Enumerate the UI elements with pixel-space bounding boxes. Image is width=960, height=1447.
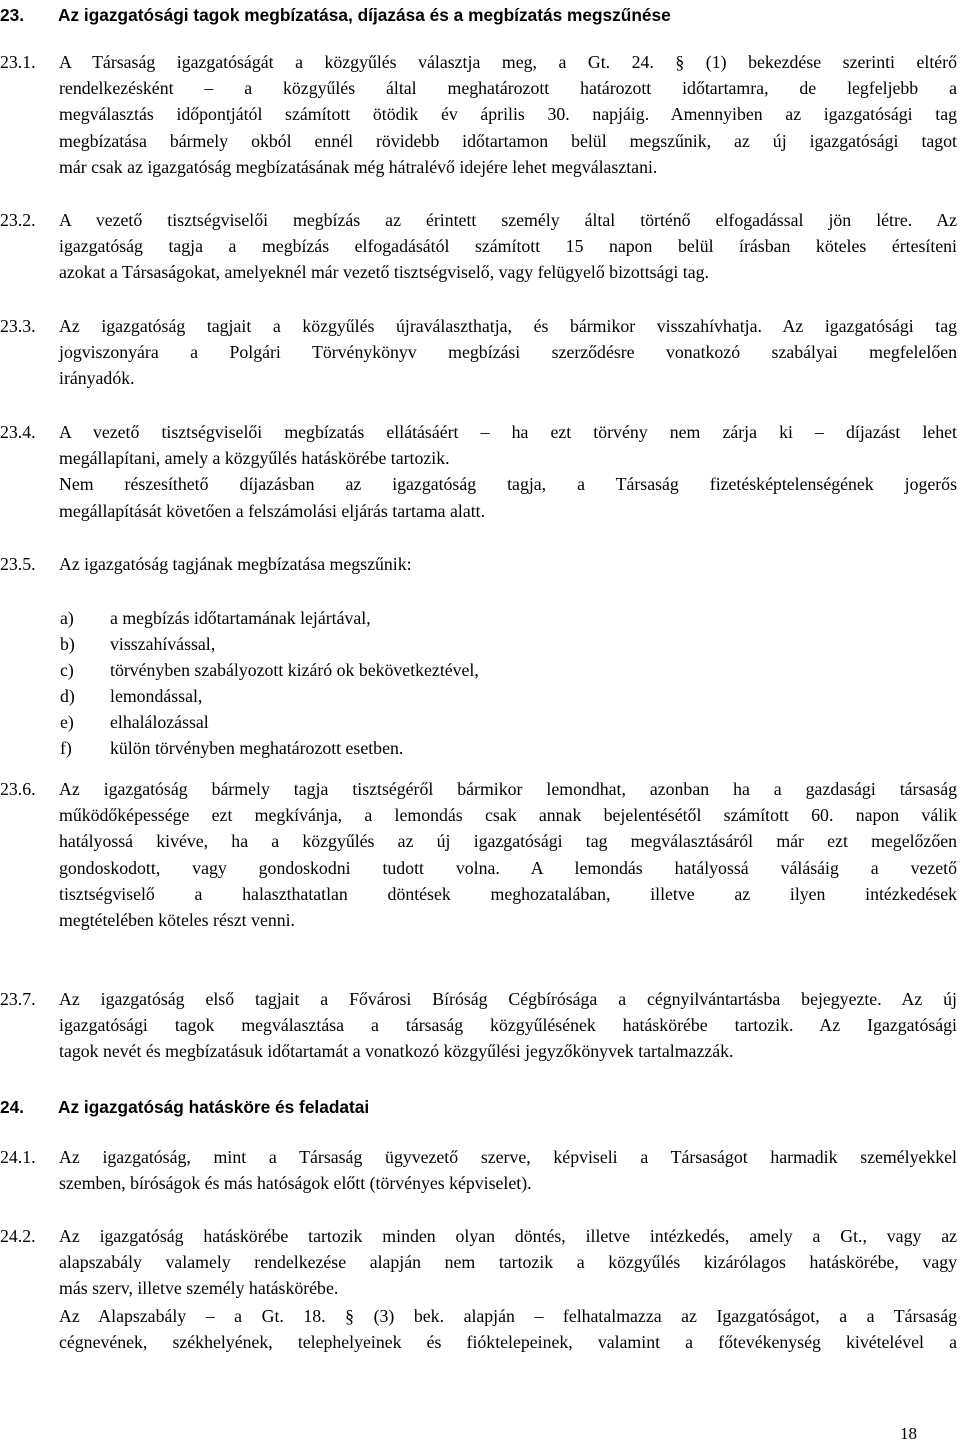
text-line: cégnevének, székhelyének, telephelyeinek és fióktelepeinek, valamint a főtevékenység kivételével a — [59, 1332, 957, 1353]
list-text: a megbízás időtartamának lejártával, — [110, 608, 371, 628]
list-marker: f) — [60, 738, 72, 758]
list-text: elhalálozással — [110, 712, 209, 732]
text-line: Az igazgatóság első tagjait a Fővárosi Bíróság Cégbírósága a cégnyilvántartásba bejegyezte. Az új — [59, 989, 957, 1009]
paragraph-body — [59, 419, 957, 524]
list-marker: b) — [60, 634, 75, 654]
list-marker: c) — [60, 660, 74, 680]
paragraph-number: 24.2. — [0, 1226, 36, 1246]
text-line: igazgatósági tagok megválasztása a társaság közgyűlésének hatáskörébe tartozik. Az Igazgatósági — [59, 1015, 957, 1036]
text-line: hatályossá kivéve, ha a közgyűlés az új igazgatósági tag megválasztásáról már ezt megelőzően — [59, 831, 957, 852]
text-line: megtételében köteles részt venni. — [59, 910, 296, 931]
paragraph-body — [59, 1144, 957, 1196]
text-line: Az igazgatóság hatáskörébe tartozik minden olyan döntés, illetve intézkedés, amely a Gt., vagy az — [59, 1226, 957, 1246]
paragraph-body — [59, 207, 957, 286]
list-marker: a) — [60, 608, 74, 628]
paragraph-body — [59, 551, 957, 577]
text-line: megállapítani, amely a közgyűlés hatáskörébe tartozik. — [59, 448, 450, 469]
paragraph-number: 23.5. — [0, 554, 36, 574]
paragraph-body — [59, 49, 957, 180]
paragraph-23-1 — [0, 49, 958, 180]
paragraph-23-3 — [0, 313, 958, 392]
text-line: megbízatása bármely okból ennél rövidebb időtartamon belül megszűnik, az új igazgatósági tagot — [59, 130, 957, 151]
text-line: A Társaság igazgatóságát a közgyűlés választja meg, a Gt. 24. § (1) bekezdése szerinti eltérő — [59, 52, 957, 72]
paragraph-body — [59, 313, 957, 392]
text-line: jogviszonyára a Polgári Törvénykönyv megbízási szerződésre vonatkozó szabályai megfelelően — [59, 342, 957, 363]
paragraph-body — [59, 986, 957, 1065]
paragraph-body — [59, 1223, 957, 1302]
text-line: szemben, bíróságok és más hatóságok előtt (törvényes képviselet). — [59, 1173, 532, 1194]
text-line: Az igazgatóság, mint a Társaság ügyvezető szerve, képviseli a Társaságot harmadik személyekkel — [59, 1147, 957, 1167]
text-line: más szerv, illetve személy hatáskörébe. — [59, 1278, 339, 1299]
text-line: Az Alapszabály – a Gt. 18. § (3) bek. alapján – felhatalmazza az Igazgatóságot, a a Társaság — [59, 1306, 957, 1326]
paragraph-23-7 — [0, 986, 958, 1065]
list-text: külön törvényben meghatározott esetben. — [110, 738, 404, 758]
list-text: visszahívással, — [110, 634, 216, 654]
text-line: Nem részesíthető díjazásban az igazgatóság tagja, a Társaság fizetésképtelenségének jogerős — [59, 474, 957, 495]
text-line: A vezető tisztségviselői megbízatás ellátásáért – ha ezt törvény nem zárja ki – díjazást lehet — [59, 422, 957, 442]
section-number: 24. — [0, 1097, 25, 1117]
paragraph-number: 23.6. — [0, 779, 36, 799]
list-marker: d) — [60, 686, 75, 706]
text-line: A vezető tisztségviselői megbízás az érintett személy által történő elfogadással jön létre. Az — [59, 210, 957, 230]
text-line: Az igazgatóság tagjait a közgyűlés újraválaszthatja, és bármikor visszahívhatja. Az igazgatósági tag — [59, 316, 957, 336]
section-title: Az igazgatósági tagok megbízatása, díjazása és a megbízatás megszűnése — [58, 5, 671, 25]
paragraph-24-1 — [0, 1144, 958, 1196]
section-title: Az igazgatóság hatásköre és feladatai — [58, 1097, 370, 1117]
paragraph-body — [59, 776, 957, 933]
text-line: irányadók. — [59, 368, 135, 389]
paragraph-24-2 — [0, 1223, 958, 1302]
list-text: törvényben szabályozott kizáró ok bekövetkeztével, — [110, 660, 479, 680]
paragraph-number: 23.2. — [0, 210, 36, 230]
text-line: Az igazgatóság bármely tagja tisztségéről bármikor lemondhat, azonban ha a gazdasági társaság — [59, 779, 957, 799]
text-line: működőképessége ezt megkívánja, a lemondás csak annak bejelentésétől számított 60. napon válik — [59, 805, 957, 826]
paragraph-23-6 — [0, 776, 958, 933]
page-number: 18 — [900, 1424, 917, 1443]
section-number: 23. — [0, 5, 25, 25]
paragraph-number: 23.7. — [0, 989, 36, 1009]
paragraph-number: 24.1. — [0, 1147, 36, 1167]
list-text: lemondással, — [110, 686, 203, 706]
text-line: igazgatóság tagja a megbízás elfogadásától számított 15 napon belül írásban köteles értesíteni — [59, 236, 957, 257]
paragraph-24-2-continuation — [59, 1303, 957, 1355]
text-line: Az igazgatóság tagjának megbízatása megszűnik: — [59, 554, 412, 574]
text-line: rendelkezésként – a közgyűlés által meghatározott határozott időtartamra, de legfeljebb a — [59, 78, 957, 99]
text-line: alapszabály valamely rendelkezése alapján nem tartozik a közgyűlés kizárólagos hatáskörébe, vagy — [59, 1252, 957, 1273]
paragraph-number: 23.1. — [0, 52, 36, 72]
text-line: tisztségviselő a halaszthatatlan döntések meghozatalában, illetve az ilyen intézkedések — [59, 883, 957, 904]
text-line: megválasztás időpontjától számított ötödik év április 30. napjáig. Amennyiben az igazgatósági tag — [59, 104, 957, 125]
text-line: megállapítását követően a felszámolási eljárás tartama alatt. — [59, 500, 486, 521]
text-line: gondoskodott, vagy gondoskodni tudott volna. A lemondás hatályossá válásáig a vezető — [59, 857, 957, 878]
text-line: tagok nevét és megbízatásuk időtartamát a vonatkozó közgyűlési jegyzőkönyvek tartalmazzák. — [59, 1041, 734, 1062]
text-line: azokat a Társaságokat, amelyeknél már vezető tisztségviselő, vagy felügyelő bizottsági tag. — [59, 262, 709, 283]
paragraph-23-5 — [0, 551, 958, 577]
text-line: már csak az igazgatóság megbízatásának még hátralévő idejére lehet megválasztani. — [59, 156, 658, 177]
paragraph-23-2 — [0, 207, 958, 286]
paragraph-number: 23.3. — [0, 316, 36, 336]
list-marker: e) — [60, 712, 74, 732]
paragraph-23-4 — [0, 419, 958, 524]
paragraph-number: 23.4. — [0, 422, 36, 442]
